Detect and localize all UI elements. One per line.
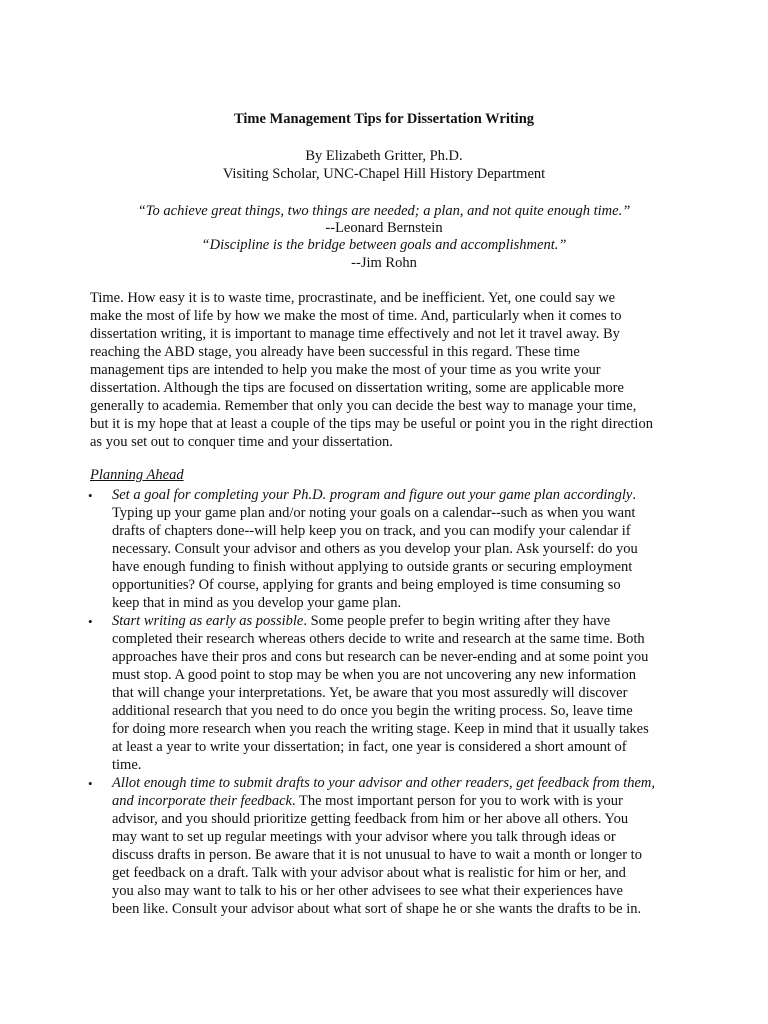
bullet-lead-line — [112, 612, 610, 630]
bullet-line: additional research that you need to do once you begin the writing process. So, leave time — [112, 703, 633, 719]
quote-2-attribution: --Jim Rohn — [351, 255, 417, 271]
intro-line: reaching the ABD stage, you already have been successful in this regard. These time — [90, 344, 580, 360]
bullet-line: keep that in mind as you develop your game plan. — [112, 595, 402, 611]
bullet-line: advisor, and you should prioritize getting feedback from him or her above all others. You — [112, 811, 629, 827]
bullet-line: necessary. Consult your advisor and others as you develop your plan. Ask yourself: do you — [112, 541, 638, 557]
bullet-line: have enough funding to finish without applying to outside grants or securing employment — [112, 559, 633, 575]
bullet-lead-tail: . The most important person for you to work with is your — [292, 793, 623, 809]
quote-1: “To achieve great things, two things are needed; a plan, and not quite enough time.” — [137, 203, 631, 219]
affiliation-line: Visiting Scholar, UNC-Chapel Hill History Department — [222, 166, 546, 182]
bullet-lead: Allot enough time to submit drafts to your advisor and other readers, get feedback from them, — [112, 775, 656, 791]
intro-line: generally to academia. Remember that only you can decide the best way to manage your time, — [90, 398, 637, 414]
bullet-line: discuss drafts in person. Be aware that it is not unusual to have to wait a month or longer to — [112, 847, 642, 863]
quote-1-attribution: --Leonard Bernstein — [325, 220, 443, 236]
bullet-line: opportunities? Of course, applying for grants and being employed is time consuming so — [112, 577, 621, 593]
quote-2: “Discipline is the bridge between goals and accomplishment.” — [201, 237, 567, 253]
intro-paragraph — [90, 289, 690, 451]
bullet-marker: • — [88, 488, 93, 503]
intro-line: dissertation. Although the tips are focused on dissertation writing, some are applicable more — [90, 380, 624, 396]
bullet-lead-line-2 — [112, 792, 623, 810]
bullet-line: you also may want to talk to his or her other advisees to see what their experiences have — [112, 883, 623, 899]
bullet-line: drafts of chapters done--will help keep you on track, and you can modify your calendar if — [112, 523, 631, 539]
intro-line: but it is my hope that at least a couple of the tips may be useful or point you in the right direction — [90, 416, 653, 432]
bullet-lead-line — [112, 486, 636, 504]
bullet-line: approaches have their pros and cons but research can be never-ending and at some point you — [112, 649, 649, 665]
section-heading: Planning Ahead — [90, 467, 184, 483]
bullet-line: time. — [112, 757, 142, 773]
bullet-line: for doing more research when you reach the writing stage. Keep in mind that it usually takes — [112, 721, 649, 737]
intro-line: as you set out to conquer time and your dissertation. — [90, 434, 393, 450]
bullet-lead: Set a goal for completing your Ph.D. program and figure out your game plan accordingly — [112, 487, 633, 503]
bullet-line: may want to set up regular meetings with your advisor where you talk through ideas or — [112, 829, 616, 845]
bullet-marker: • — [88, 776, 93, 791]
bullet-marker: • — [88, 614, 93, 629]
bullet-line: get feedback on a draft. Talk with your advisor about what is realistic for him or her, and — [112, 865, 626, 881]
author-line: By Elizabeth Gritter, Ph.D. — [305, 148, 463, 164]
bullet-lead-tail: . Some people prefer to begin writing after they have — [303, 613, 611, 629]
intro-line: make the most of life by how we make the most of time. And, particularly when it comes to — [90, 308, 622, 324]
intro-line: dissertation writing, it is important to manage time effectively and not let it travel away. By — [90, 326, 620, 342]
bullet-line: at least a year to write your dissertation; in fact, one year is considered a short amount of — [112, 739, 627, 755]
bullet-line: that will change your interpretations. Yet, be aware that you most assuredly will discover — [112, 685, 628, 701]
intro-line: Time. How easy it is to waste time, procrastinate, and be inefficient. Yet, one could say we — [90, 290, 616, 306]
bullet-lead-continued: and incorporate their feedback — [112, 793, 292, 809]
bullet-line: must stop. A good point to stop may be when you are not uncovering any new information — [112, 667, 636, 683]
bullet-lead: Start writing as early as possible — [112, 613, 304, 629]
bullet-lead-line — [112, 774, 655, 792]
bullet-line: completed their research whereas others decide to write and research at the same time. Both — [112, 631, 645, 647]
bullet-line: Typing up your game plan and/or noting your goals on a calendar--such as when you want — [112, 505, 636, 521]
bullet-line: been like. Consult your advisor about what sort of shape he or she wants the drafts to be in. — [112, 901, 642, 917]
intro-line: management tips are intended to help you make the most of your time as you write your — [90, 362, 601, 378]
bullet-lead-tail: . — [632, 487, 636, 503]
document-title: Time Management Tips for Dissertation Writing — [233, 111, 535, 127]
